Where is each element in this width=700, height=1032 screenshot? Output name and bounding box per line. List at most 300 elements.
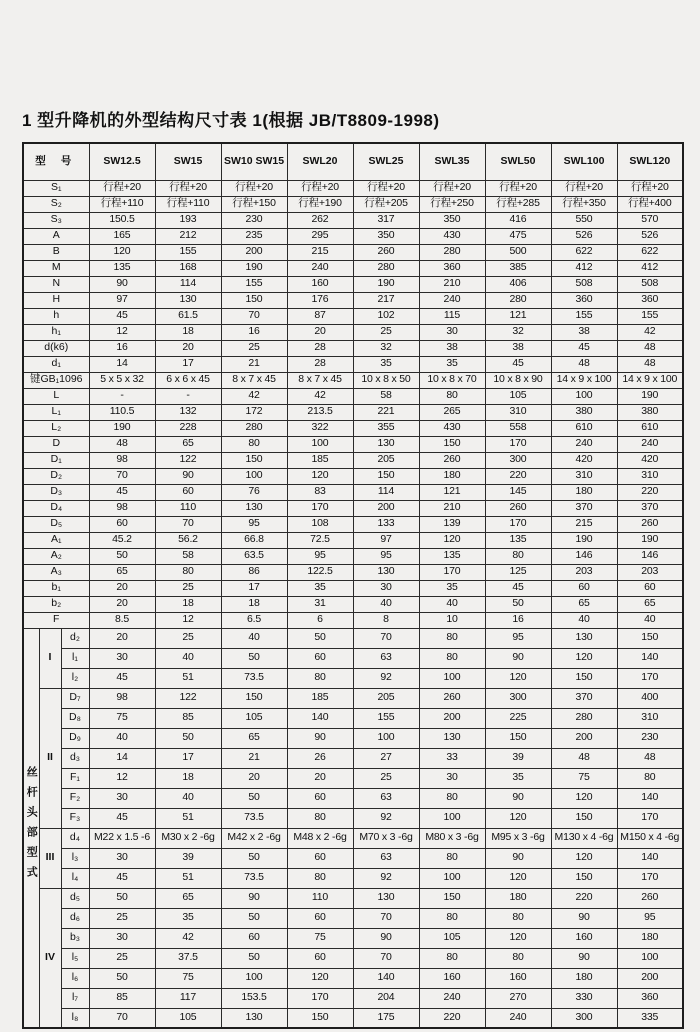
row-label: D₈ bbox=[61, 708, 89, 728]
table-cell: 18 bbox=[155, 324, 221, 340]
table-cell: 193 bbox=[155, 212, 221, 228]
table-row bbox=[23, 532, 683, 548]
row-label: l₈ bbox=[61, 1008, 89, 1028]
table-cell: 92 bbox=[353, 868, 419, 888]
table-row bbox=[23, 708, 683, 728]
table-cell: 300 bbox=[485, 688, 551, 708]
table-cell: 135 bbox=[419, 548, 485, 564]
table-cell: 50 bbox=[89, 548, 155, 564]
table-cell: 20 bbox=[155, 340, 221, 356]
table-cell: 100 bbox=[419, 868, 485, 888]
table-cell: 60 bbox=[617, 580, 683, 596]
row-label: l₇ bbox=[61, 988, 89, 1008]
row-label: h bbox=[23, 308, 89, 324]
table-cell: 260 bbox=[617, 888, 683, 908]
row-label: D₇ bbox=[61, 688, 89, 708]
table-cell: 16 bbox=[221, 324, 287, 340]
table-cell: 360 bbox=[617, 988, 683, 1008]
table-cell: 58 bbox=[353, 388, 419, 404]
table-cell: 80 bbox=[287, 868, 353, 888]
table-cell: 322 bbox=[287, 420, 353, 436]
table-row bbox=[23, 1008, 683, 1028]
table-cell: 205 bbox=[353, 452, 419, 468]
table-cell: 50 bbox=[221, 848, 287, 868]
row-label: D bbox=[23, 436, 89, 452]
table-cell: 310 bbox=[551, 468, 617, 484]
table-cell: 420 bbox=[617, 452, 683, 468]
table-body-main bbox=[23, 180, 683, 628]
row-label: b₂ bbox=[23, 596, 89, 612]
table-cell: 100 bbox=[551, 388, 617, 404]
table-cell: 217 bbox=[353, 292, 419, 308]
table-cell: 80 bbox=[419, 628, 485, 648]
table-cell: 63 bbox=[353, 788, 419, 808]
table-cell: 65 bbox=[155, 436, 221, 452]
table-row bbox=[23, 404, 683, 420]
table-cell: 150 bbox=[221, 688, 287, 708]
table-cell: 30 bbox=[419, 768, 485, 788]
table-cell: 475 bbox=[485, 228, 551, 244]
table-cell: 120 bbox=[551, 648, 617, 668]
table-cell: 155 bbox=[617, 308, 683, 324]
table-cell: 80 bbox=[419, 848, 485, 868]
table-cell: 83 bbox=[287, 484, 353, 500]
table-cell: 70 bbox=[353, 908, 419, 928]
table-cell: 317 bbox=[353, 212, 419, 228]
table-cell: 80 bbox=[419, 948, 485, 968]
table-cell: 220 bbox=[419, 1008, 485, 1028]
table-cell: 45 bbox=[89, 308, 155, 324]
table-cell: 190 bbox=[617, 532, 683, 548]
row-label: A₃ bbox=[23, 564, 89, 580]
table-cell: 170 bbox=[485, 436, 551, 452]
row-label: D₅ bbox=[23, 516, 89, 532]
table-cell: 50 bbox=[221, 788, 287, 808]
table-cell: 18 bbox=[155, 596, 221, 612]
table-cell: 75 bbox=[551, 768, 617, 788]
table-cell: 260 bbox=[419, 452, 485, 468]
table-cell: 120 bbox=[89, 244, 155, 260]
row-label: L₁ bbox=[23, 404, 89, 420]
table-cell: 35 bbox=[287, 580, 353, 596]
table-row bbox=[23, 436, 683, 452]
table-cell: 150 bbox=[287, 1008, 353, 1028]
table-cell: 203 bbox=[551, 564, 617, 580]
table-cell: 27 bbox=[353, 748, 419, 768]
table-cell: 20 bbox=[287, 768, 353, 788]
table-row bbox=[23, 768, 683, 788]
model-header: SW15 bbox=[155, 143, 221, 180]
table-cell: M130 x 4 -6g bbox=[551, 828, 617, 848]
table-cell: 8 x 7 x 45 bbox=[287, 372, 353, 388]
table-cell: M42 x 2 -6g bbox=[221, 828, 287, 848]
table-cell: 48 bbox=[617, 748, 683, 768]
table-cell: 行程+250 bbox=[419, 196, 485, 212]
table-cell: 130 bbox=[155, 292, 221, 308]
table-cell: 100 bbox=[287, 436, 353, 452]
table-row bbox=[23, 420, 683, 436]
table-cell: 行程+150 bbox=[221, 196, 287, 212]
model-header: SWL20 bbox=[287, 143, 353, 180]
table-cell: 130 bbox=[221, 500, 287, 516]
table-cell: 60 bbox=[287, 908, 353, 928]
table-cell: 80 bbox=[617, 768, 683, 788]
table-cell: 70 bbox=[89, 1008, 155, 1028]
row-label: D₉ bbox=[61, 728, 89, 748]
table-cell: 220 bbox=[485, 468, 551, 484]
table-cell: 25 bbox=[155, 628, 221, 648]
table-cell: 190 bbox=[89, 420, 155, 436]
table-cell: 18 bbox=[221, 596, 287, 612]
model-header: SWL25 bbox=[353, 143, 419, 180]
table-cell: 65 bbox=[221, 728, 287, 748]
table-cell: M95 x 3 -6g bbox=[485, 828, 551, 848]
table-cell: 73.5 bbox=[221, 668, 287, 688]
table-cell: 95 bbox=[353, 548, 419, 564]
table-cell: 98 bbox=[89, 452, 155, 468]
table-cell: M48 x 2 -6g bbox=[287, 828, 353, 848]
table-cell: 400 bbox=[617, 688, 683, 708]
table-cell: 200 bbox=[353, 500, 419, 516]
table-cell: 300 bbox=[551, 1008, 617, 1028]
table-cell: 12 bbox=[89, 768, 155, 788]
row-label: S₃ bbox=[23, 212, 89, 228]
table-cell: 40 bbox=[419, 596, 485, 612]
table-cell: 76 bbox=[221, 484, 287, 500]
table-cell: 221 bbox=[353, 404, 419, 420]
table-cell: 240 bbox=[617, 436, 683, 452]
table-cell: 30 bbox=[89, 928, 155, 948]
row-label: L₂ bbox=[23, 420, 89, 436]
table-cell: 146 bbox=[617, 548, 683, 564]
table-cell: 45 bbox=[89, 484, 155, 500]
table-cell: 622 bbox=[617, 244, 683, 260]
table-corner-label: 型 号 bbox=[23, 143, 89, 180]
table-cell: 105 bbox=[155, 1008, 221, 1028]
table-cell: 622 bbox=[551, 244, 617, 260]
table-cell: 114 bbox=[155, 276, 221, 292]
table-cell: 行程+110 bbox=[89, 196, 155, 212]
row-label: S₂ bbox=[23, 196, 89, 212]
table-cell: 48 bbox=[617, 356, 683, 372]
table-cell: 8 bbox=[353, 612, 419, 628]
table-cell: 35 bbox=[155, 908, 221, 928]
table-cell: 行程+190 bbox=[287, 196, 353, 212]
row-label: N bbox=[23, 276, 89, 292]
table-cell: 150 bbox=[551, 808, 617, 828]
row-label: S₁ bbox=[23, 180, 89, 196]
table-cell: 65 bbox=[89, 564, 155, 580]
table-cell: 30 bbox=[89, 848, 155, 868]
table-cell: M70 x 3 -6g bbox=[353, 828, 419, 848]
table-row bbox=[23, 276, 683, 292]
table-cell: 14 x 9 x 100 bbox=[617, 372, 683, 388]
row-label: d₁ bbox=[23, 356, 89, 372]
table-cell: 80 bbox=[155, 564, 221, 580]
table-row bbox=[23, 500, 683, 516]
row-label: A bbox=[23, 228, 89, 244]
table-cell: 65 bbox=[155, 888, 221, 908]
table-cell: 6 bbox=[287, 612, 353, 628]
table-cell: 98 bbox=[89, 500, 155, 516]
table-cell: 170 bbox=[617, 868, 683, 888]
table-cell: 63 bbox=[353, 848, 419, 868]
table-cell: 80 bbox=[419, 388, 485, 404]
row-label: d₅ bbox=[61, 888, 89, 908]
model-header: SWL100 bbox=[551, 143, 617, 180]
table-cell: 108 bbox=[287, 516, 353, 532]
table-cell: 412 bbox=[617, 260, 683, 276]
table-row bbox=[23, 908, 683, 928]
table-cell: 38 bbox=[485, 340, 551, 356]
table-cell: 60 bbox=[221, 928, 287, 948]
table-cell: 100 bbox=[221, 968, 287, 988]
section-numeral: I bbox=[39, 628, 61, 688]
table-cell: 20 bbox=[89, 580, 155, 596]
table-cell: 280 bbox=[353, 260, 419, 276]
table-cell: 45 bbox=[551, 340, 617, 356]
table-cell: 50 bbox=[485, 596, 551, 612]
table-cell: 45 bbox=[89, 868, 155, 888]
table-cell: 73.5 bbox=[221, 868, 287, 888]
table-cell: 48 bbox=[551, 748, 617, 768]
table-cell: 146 bbox=[551, 548, 617, 564]
table-cell: 25 bbox=[353, 768, 419, 788]
table-cell: 170 bbox=[617, 668, 683, 688]
table-row bbox=[23, 196, 683, 212]
table-cell: 420 bbox=[551, 452, 617, 468]
row-label: l₅ bbox=[61, 948, 89, 968]
table-cell: 行程+285 bbox=[485, 196, 551, 212]
table-cell: 172 bbox=[221, 404, 287, 420]
model-header: SW12.5 bbox=[89, 143, 155, 180]
table-row bbox=[23, 828, 683, 848]
table-cell: 75 bbox=[287, 928, 353, 948]
table-cell: 35 bbox=[485, 768, 551, 788]
table-row bbox=[23, 728, 683, 748]
table-cell: 102 bbox=[353, 308, 419, 324]
table-row bbox=[23, 292, 683, 308]
table-cell: 18 bbox=[155, 768, 221, 788]
table-cell: 20 bbox=[221, 768, 287, 788]
table-cell: 92 bbox=[353, 808, 419, 828]
table-cell: 50 bbox=[287, 628, 353, 648]
table-cell: 215 bbox=[287, 244, 353, 260]
table-row bbox=[23, 808, 683, 828]
table-cell: 42 bbox=[155, 928, 221, 948]
table-cell: 150 bbox=[617, 628, 683, 648]
table-cell: 380 bbox=[617, 404, 683, 420]
table-cell: 25 bbox=[221, 340, 287, 356]
table-body-screw-head bbox=[23, 628, 683, 1028]
table-cell: 110 bbox=[287, 888, 353, 908]
table-cell: 60 bbox=[287, 788, 353, 808]
row-label: D₂ bbox=[23, 468, 89, 484]
table-cell: 80 bbox=[419, 788, 485, 808]
table-cell: 180 bbox=[485, 888, 551, 908]
table-cell: 40 bbox=[551, 612, 617, 628]
table-cell: 135 bbox=[485, 532, 551, 548]
row-label: d₂ bbox=[61, 628, 89, 648]
table-cell: 210 bbox=[419, 500, 485, 516]
table-cell: 122.5 bbox=[287, 564, 353, 580]
table-cell: 14 bbox=[89, 748, 155, 768]
row-label: l₃ bbox=[61, 848, 89, 868]
row-label: D₃ bbox=[23, 484, 89, 500]
table-cell: 330 bbox=[551, 988, 617, 1008]
table-cell: 385 bbox=[485, 260, 551, 276]
table-cell: 85 bbox=[155, 708, 221, 728]
table-cell: 60 bbox=[551, 580, 617, 596]
table-cell: 80 bbox=[485, 948, 551, 968]
table-cell: 10 x 8 x 70 bbox=[419, 372, 485, 388]
table-cell: 25 bbox=[89, 908, 155, 928]
table-row bbox=[23, 580, 683, 596]
table-cell: 16 bbox=[89, 340, 155, 356]
table-cell: 105 bbox=[485, 388, 551, 404]
table-row bbox=[23, 452, 683, 468]
table-cell: 行程+400 bbox=[617, 196, 683, 212]
group-label-text: 丝杆头部型式 bbox=[25, 765, 38, 886]
table-cell: 66.8 bbox=[221, 532, 287, 548]
table-cell: 30 bbox=[353, 580, 419, 596]
table-cell: 51 bbox=[155, 868, 221, 888]
table-cell: 140 bbox=[617, 648, 683, 668]
row-label: D₁ bbox=[23, 452, 89, 468]
table-cell: 26 bbox=[287, 748, 353, 768]
table-row bbox=[23, 388, 683, 404]
table-row bbox=[23, 340, 683, 356]
table-cell: 63.5 bbox=[221, 548, 287, 564]
table-cell: 220 bbox=[551, 888, 617, 908]
table-cell: 190 bbox=[617, 388, 683, 404]
table-cell: 125 bbox=[485, 564, 551, 580]
section-numeral: III bbox=[39, 828, 61, 888]
table-cell: 38 bbox=[419, 340, 485, 356]
table-cell: 135 bbox=[89, 260, 155, 276]
table-cell: 60 bbox=[155, 484, 221, 500]
table-cell: 120 bbox=[485, 808, 551, 828]
table-cell: 50 bbox=[89, 888, 155, 908]
table-row bbox=[23, 968, 683, 988]
table-cell: 262 bbox=[287, 212, 353, 228]
row-label: 键GB₁1096 bbox=[23, 372, 89, 388]
table-cell: 51 bbox=[155, 668, 221, 688]
table-cell: 70 bbox=[353, 948, 419, 968]
table-cell: 31 bbox=[287, 596, 353, 612]
table-cell: 120 bbox=[485, 668, 551, 688]
table-cell: 10 x 8 x 50 bbox=[353, 372, 419, 388]
table-cell: 86 bbox=[221, 564, 287, 580]
table-row bbox=[23, 988, 683, 1008]
table-cell: 150 bbox=[221, 292, 287, 308]
row-label: h₁ bbox=[23, 324, 89, 340]
table-header bbox=[23, 143, 683, 180]
table-cell: 12 bbox=[89, 324, 155, 340]
row-label: b₁ bbox=[23, 580, 89, 596]
table-cell: 28 bbox=[287, 340, 353, 356]
table-cell: 38 bbox=[551, 324, 617, 340]
table-row bbox=[23, 928, 683, 948]
table-cell: 213.5 bbox=[287, 404, 353, 420]
table-cell: 90 bbox=[551, 948, 617, 968]
table-cell: 508 bbox=[551, 276, 617, 292]
table-cell: 65 bbox=[617, 596, 683, 612]
table-cell: 160 bbox=[419, 968, 485, 988]
table-cell: 17 bbox=[221, 580, 287, 596]
table-cell: 114 bbox=[353, 484, 419, 500]
table-cell: 150 bbox=[221, 452, 287, 468]
table-cell: 32 bbox=[485, 324, 551, 340]
table-cell: 45.2 bbox=[89, 532, 155, 548]
table-cell: 360 bbox=[551, 292, 617, 308]
table-cell: 240 bbox=[419, 988, 485, 1008]
table-cell: 70 bbox=[155, 516, 221, 532]
model-header: SW10 SW15 bbox=[221, 143, 287, 180]
table-cell: 150 bbox=[551, 668, 617, 688]
table-cell: 170 bbox=[287, 988, 353, 1008]
table-cell: 50 bbox=[221, 908, 287, 928]
table-cell: 170 bbox=[485, 516, 551, 532]
table-cell: 295 bbox=[287, 228, 353, 244]
table-cell: 70 bbox=[89, 468, 155, 484]
table-cell: 160 bbox=[287, 276, 353, 292]
table-cell: 203 bbox=[617, 564, 683, 580]
table-cell: 150 bbox=[353, 468, 419, 484]
table-cell: 35 bbox=[419, 356, 485, 372]
table-cell: 90 bbox=[485, 848, 551, 868]
table-cell: 6 x 6 x 45 bbox=[155, 372, 221, 388]
table-cell: 526 bbox=[617, 228, 683, 244]
table-cell: 90 bbox=[551, 908, 617, 928]
table-cell: 8 x 7 x 45 bbox=[221, 372, 287, 388]
table-cell: 412 bbox=[551, 260, 617, 276]
table-cell: 240 bbox=[551, 436, 617, 452]
table-cell: M80 x 3 -6g bbox=[419, 828, 485, 848]
row-label: l₆ bbox=[61, 968, 89, 988]
table-cell: 360 bbox=[617, 292, 683, 308]
table-cell: 526 bbox=[551, 228, 617, 244]
table-cell: 40 bbox=[89, 728, 155, 748]
table-cell: 155 bbox=[221, 276, 287, 292]
table-cell: 95 bbox=[221, 516, 287, 532]
table-cell: 370 bbox=[551, 500, 617, 516]
table-cell: 225 bbox=[485, 708, 551, 728]
table-cell: 260 bbox=[353, 244, 419, 260]
section-numeral: II bbox=[39, 688, 61, 828]
table-cell: 75 bbox=[155, 968, 221, 988]
table-cell: 160 bbox=[551, 928, 617, 948]
section-numeral: IV bbox=[39, 888, 61, 1028]
table-cell: 40 bbox=[353, 596, 419, 612]
table-cell: 310 bbox=[617, 708, 683, 728]
table-cell: 90 bbox=[485, 788, 551, 808]
table-cell: 45 bbox=[485, 356, 551, 372]
table-cell: 80 bbox=[485, 908, 551, 928]
row-label: l₂ bbox=[61, 668, 89, 688]
table-cell: 70 bbox=[221, 308, 287, 324]
table-cell: 80 bbox=[419, 908, 485, 928]
table-cell: 228 bbox=[155, 420, 221, 436]
model-header: SWL50 bbox=[485, 143, 551, 180]
table-cell: 45 bbox=[89, 808, 155, 828]
table-cell: 48 bbox=[551, 356, 617, 372]
table-cell: M150 x 4 -6g bbox=[617, 828, 683, 848]
table-row bbox=[23, 244, 683, 260]
table-cell: 204 bbox=[353, 988, 419, 1008]
table-cell: 205 bbox=[353, 688, 419, 708]
row-label: A₁ bbox=[23, 532, 89, 548]
